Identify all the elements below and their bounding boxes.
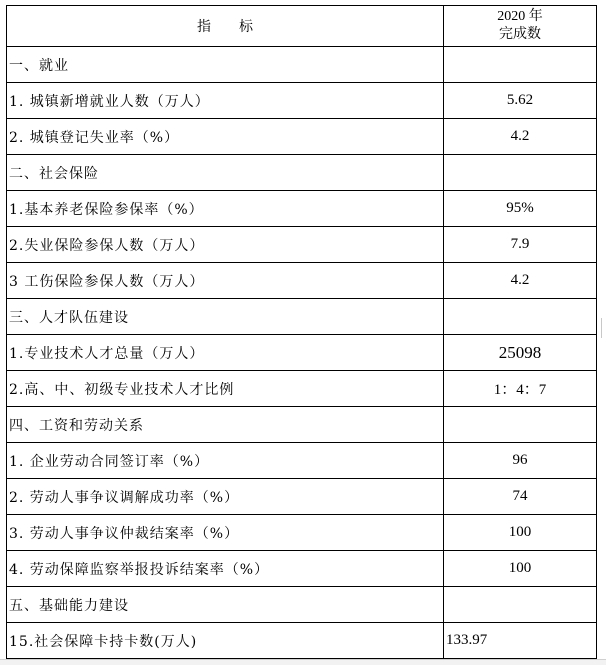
table-row bbox=[7, 479, 597, 515]
indicator-value-cell[interactable]: 133.97 bbox=[444, 623, 597, 659]
indicator-value-cell[interactable]: 96 bbox=[444, 443, 597, 479]
section-label-cell[interactable]: 二、社会保险 bbox=[7, 155, 444, 191]
indicator-label-cell[interactable]: 2.失业保险参保人数（万人） bbox=[7, 227, 444, 263]
section-label-cell[interactable]: 一、就业 bbox=[7, 47, 444, 83]
header-indicator-label: 指 标 bbox=[197, 19, 253, 35]
section-row bbox=[7, 407, 597, 443]
table-row bbox=[7, 263, 597, 299]
section-value-cell[interactable] bbox=[444, 587, 597, 623]
table-row bbox=[7, 335, 597, 371]
section-row bbox=[7, 47, 597, 83]
indicator-label-cell[interactable]: 2. 城镇登记失业率（%） bbox=[7, 119, 444, 155]
indicator-value-cell[interactable]: 100 bbox=[444, 515, 597, 551]
indicator-label-cell[interactable]: 1.基本养老保险参保率（%） bbox=[7, 191, 444, 227]
section-value-cell[interactable] bbox=[444, 299, 597, 335]
indicator-label-cell[interactable]: 15.社会保障卡持卡数(万人) bbox=[7, 623, 444, 659]
indicator-value-cell[interactable]: 7.9 bbox=[444, 227, 597, 263]
section-value-cell[interactable] bbox=[444, 155, 597, 191]
indicator-value-cell[interactable]: 4.2 bbox=[444, 263, 597, 299]
section-row bbox=[7, 299, 597, 335]
table-row bbox=[7, 515, 597, 551]
bottom-edge-strip bbox=[0, 659, 606, 665]
indicator-label-cell[interactable]: 4. 劳动保障监察举报投诉结案率（%） bbox=[7, 551, 444, 587]
indicator-label-cell[interactable]: 3. 劳动人事争议仲裁结案率（%） bbox=[7, 515, 444, 551]
indicator-value-cell[interactable]: 1：4：7 bbox=[444, 371, 597, 407]
table-row bbox=[7, 83, 597, 119]
scrollbar-edge-mark bbox=[601, 318, 606, 338]
header-completed-label: 完成数 bbox=[499, 27, 541, 42]
table-row bbox=[7, 623, 597, 659]
indicator-table bbox=[6, 5, 597, 659]
header-indicator-cell[interactable] bbox=[7, 6, 444, 47]
indicator-value-cell[interactable]: 25098 bbox=[444, 335, 597, 371]
header-year-label: 2020 年 bbox=[497, 9, 543, 24]
indicator-label-cell[interactable]: 2.高、中、初级专业技术人才比例 bbox=[7, 371, 444, 407]
section-value-cell[interactable] bbox=[444, 407, 597, 443]
indicator-value-cell[interactable]: 100 bbox=[444, 551, 597, 587]
header-year-cell[interactable] bbox=[444, 6, 597, 47]
indicator-label-cell[interactable]: 3 工伤保险参保人数（万人） bbox=[7, 263, 444, 299]
section-row bbox=[7, 587, 597, 623]
section-label-cell[interactable]: 四、工资和劳动关系 bbox=[7, 407, 444, 443]
table-row bbox=[7, 191, 597, 227]
indicator-value-cell[interactable]: 4.2 bbox=[444, 119, 597, 155]
section-row bbox=[7, 155, 597, 191]
table-row bbox=[7, 119, 597, 155]
indicator-label-cell[interactable]: 1. 城镇新增就业人数（万人） bbox=[7, 83, 444, 119]
indicator-value-cell[interactable]: 74 bbox=[444, 479, 597, 515]
table-row bbox=[7, 227, 597, 263]
section-label-cell[interactable]: 三、人才队伍建设 bbox=[7, 299, 444, 335]
section-value-cell[interactable] bbox=[444, 47, 597, 83]
indicator-label-cell[interactable]: 1. 企业劳动合同签订率（%） bbox=[7, 443, 444, 479]
indicator-label-cell[interactable]: 1.专业技术人才总量（万人） bbox=[7, 335, 444, 371]
indicator-value-cell[interactable]: 5.62 bbox=[444, 83, 597, 119]
indicator-label-cell[interactable]: 2. 劳动人事争议调解成功率（%） bbox=[7, 479, 444, 515]
table-header-row bbox=[7, 6, 597, 47]
section-label-cell[interactable]: 五、基础能力建设 bbox=[7, 587, 444, 623]
table-row bbox=[7, 551, 597, 587]
table-row bbox=[7, 443, 597, 479]
table-row bbox=[7, 371, 597, 407]
indicator-value-cell[interactable]: 95% bbox=[444, 191, 597, 227]
